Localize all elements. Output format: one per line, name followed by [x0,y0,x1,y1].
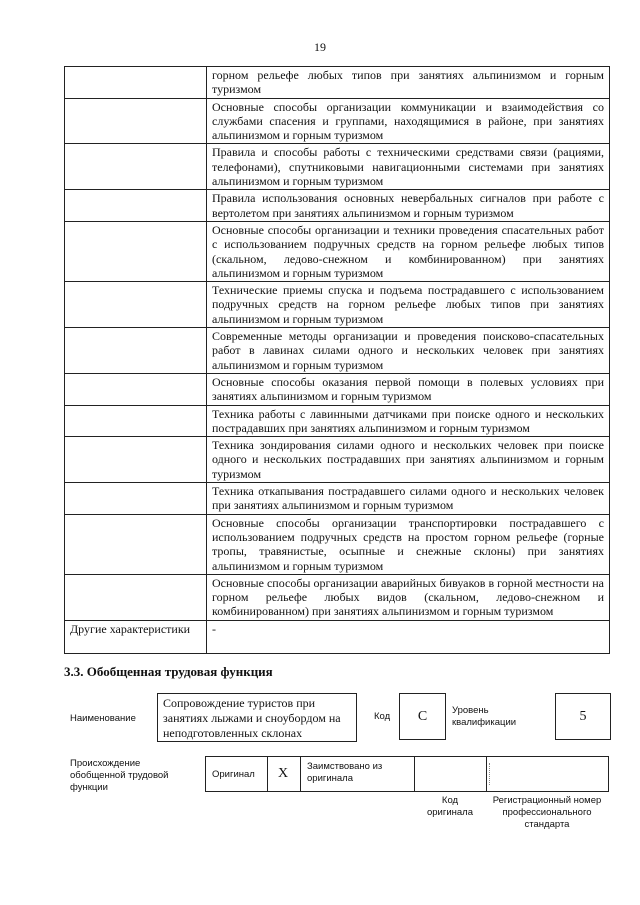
borrowed-cell [301,757,415,791]
knowledge-row [65,67,610,99]
knowledge-label-cell [65,190,207,222]
knowledge-row [65,221,610,281]
knowledge-label-cell [65,373,207,405]
knowledge-row [65,373,610,405]
section-title: 3.3. Обобщенная трудовая функция [64,664,273,679]
knowledge-label-cell [65,437,207,483]
origin-label: Происхождение обобщенной трудовой функции [70,758,169,793]
knowledge-table-body [65,67,610,654]
original-label: Оригинал [212,769,255,780]
function-code-field: C [399,693,446,740]
knowledge-item: Техника зондирования силами одного и нескольких человек при поиске одного и нескольких пострадавших при занятиях альпинизмом и горным туризмом [207,437,610,483]
code-label: Код [374,711,391,722]
knowledge-item: Основные способы организации и техники проведения спасательных работ с использованием подручных средств на горном рельефе любых типов (скальном, ледово-снежном и комбинированном) при занятиях альпинизмом и горным туризмом [207,221,610,281]
dotted-divider [489,763,490,785]
knowledge-row [65,144,610,190]
original-code-caption: Код оригинала [426,795,473,818]
qualification-level-field: 5 [555,693,611,740]
registration-number-caption: Регистрационный номер профессионального стандарта [492,795,602,830]
knowledge-item: Основные способы организации коммуникации и взаимодействия со службами спасения и группами, находящимися в районе, при занятиях альпинизмом и горным туризмом [207,98,610,144]
other-characteristics-label: Другие характеристики [65,620,207,653]
knowledge-item: Техника откапывания пострадавшего силами одного и нескольких человек при занятиях альпинизмом и горным туризмом [207,483,610,515]
knowledge-row [65,282,610,328]
knowledge-label-cell [65,405,207,437]
borrowed-label: Заимствовано из оригинала [307,761,383,784]
knowledge-label-cell [65,144,207,190]
original-mark-cell [268,757,301,791]
knowledge-label-cell [65,221,207,281]
other-characteristics-row [65,620,610,653]
knowledge-row [65,483,610,515]
original-code-cell [415,757,487,791]
knowledge-item: Основные способы оказания первой помощи в полевых условиях при занятиях альпинизмом и горным туризмом [207,373,610,405]
knowledge-item: Основные способы организации транспортировки пострадавшего с использованием подручных средств на простом горном рельефе (горные тропы, травянистые, осыпные и снежные склоны) при занятиях альпинизмом и горным туризмом [207,514,610,574]
knowledge-row [65,405,610,437]
name-label: Наименование [70,713,136,724]
knowledge-table [64,66,610,654]
knowledge-item: Техника работы с лавинными датчиками при поиске одного и нескольких пострадавших при занятиях альпинизмом и горным туризмом [207,405,610,437]
knowledge-label-cell [65,67,207,99]
knowledge-label-cell [65,282,207,328]
knowledge-item: Правила и способы работы с техническими средствами связи (рациями, телефонами), спутниковыми навигационными системами при занятиях альпинизмом и горным туризмом [207,144,610,190]
origin-row [205,756,609,792]
knowledge-row [65,514,610,574]
original-cell [206,757,268,791]
knowledge-label-cell [65,328,207,374]
other-characteristics-value: - [207,620,610,653]
knowledge-row [65,574,610,620]
knowledge-row [65,437,610,483]
knowledge-label-cell [65,574,207,620]
original-mark: X [278,766,289,781]
knowledge-item: Технические приемы спуска и подъема пострадавшего с использованием подручных средств на горном рельефе любых типов при занятиях альпинизмом и горным туризмом [207,282,610,328]
function-name-field: Сопровождение туристов при занятиях лыжами и сноубордом на неподготовленных склонах [157,693,357,742]
knowledge-item: Правила использования основных невербальных сигналов при работе с вертолетом при занятиях альпинизмом и горным туризмом [207,190,610,222]
registration-number-cell [487,757,608,791]
knowledge-row [65,328,610,374]
knowledge-item: Основные способы организации аварийных бивуаков в горной местности на горном рельефе любых видов (скальном, ледово-снежном и комбинированном) при занятиях альпинизмом и горным туризмом [207,574,610,620]
knowledge-label-cell [65,98,207,144]
knowledge-label-cell [65,483,207,515]
knowledge-row [65,190,610,222]
page-number: 19 [314,40,326,54]
qualification-level-label: Уровень квалификации [452,705,517,728]
knowledge-label-cell [65,514,207,574]
knowledge-item: Современные методы организации и проведения поисково-спасательных работ в лавинах силами одного и нескольких человек при занятиях альпинизмом и горным туризмом [207,328,610,374]
knowledge-row [65,98,610,144]
knowledge-item: горном рельефе любых типов при занятиях альпинизмом и горным туризмом [207,67,610,99]
